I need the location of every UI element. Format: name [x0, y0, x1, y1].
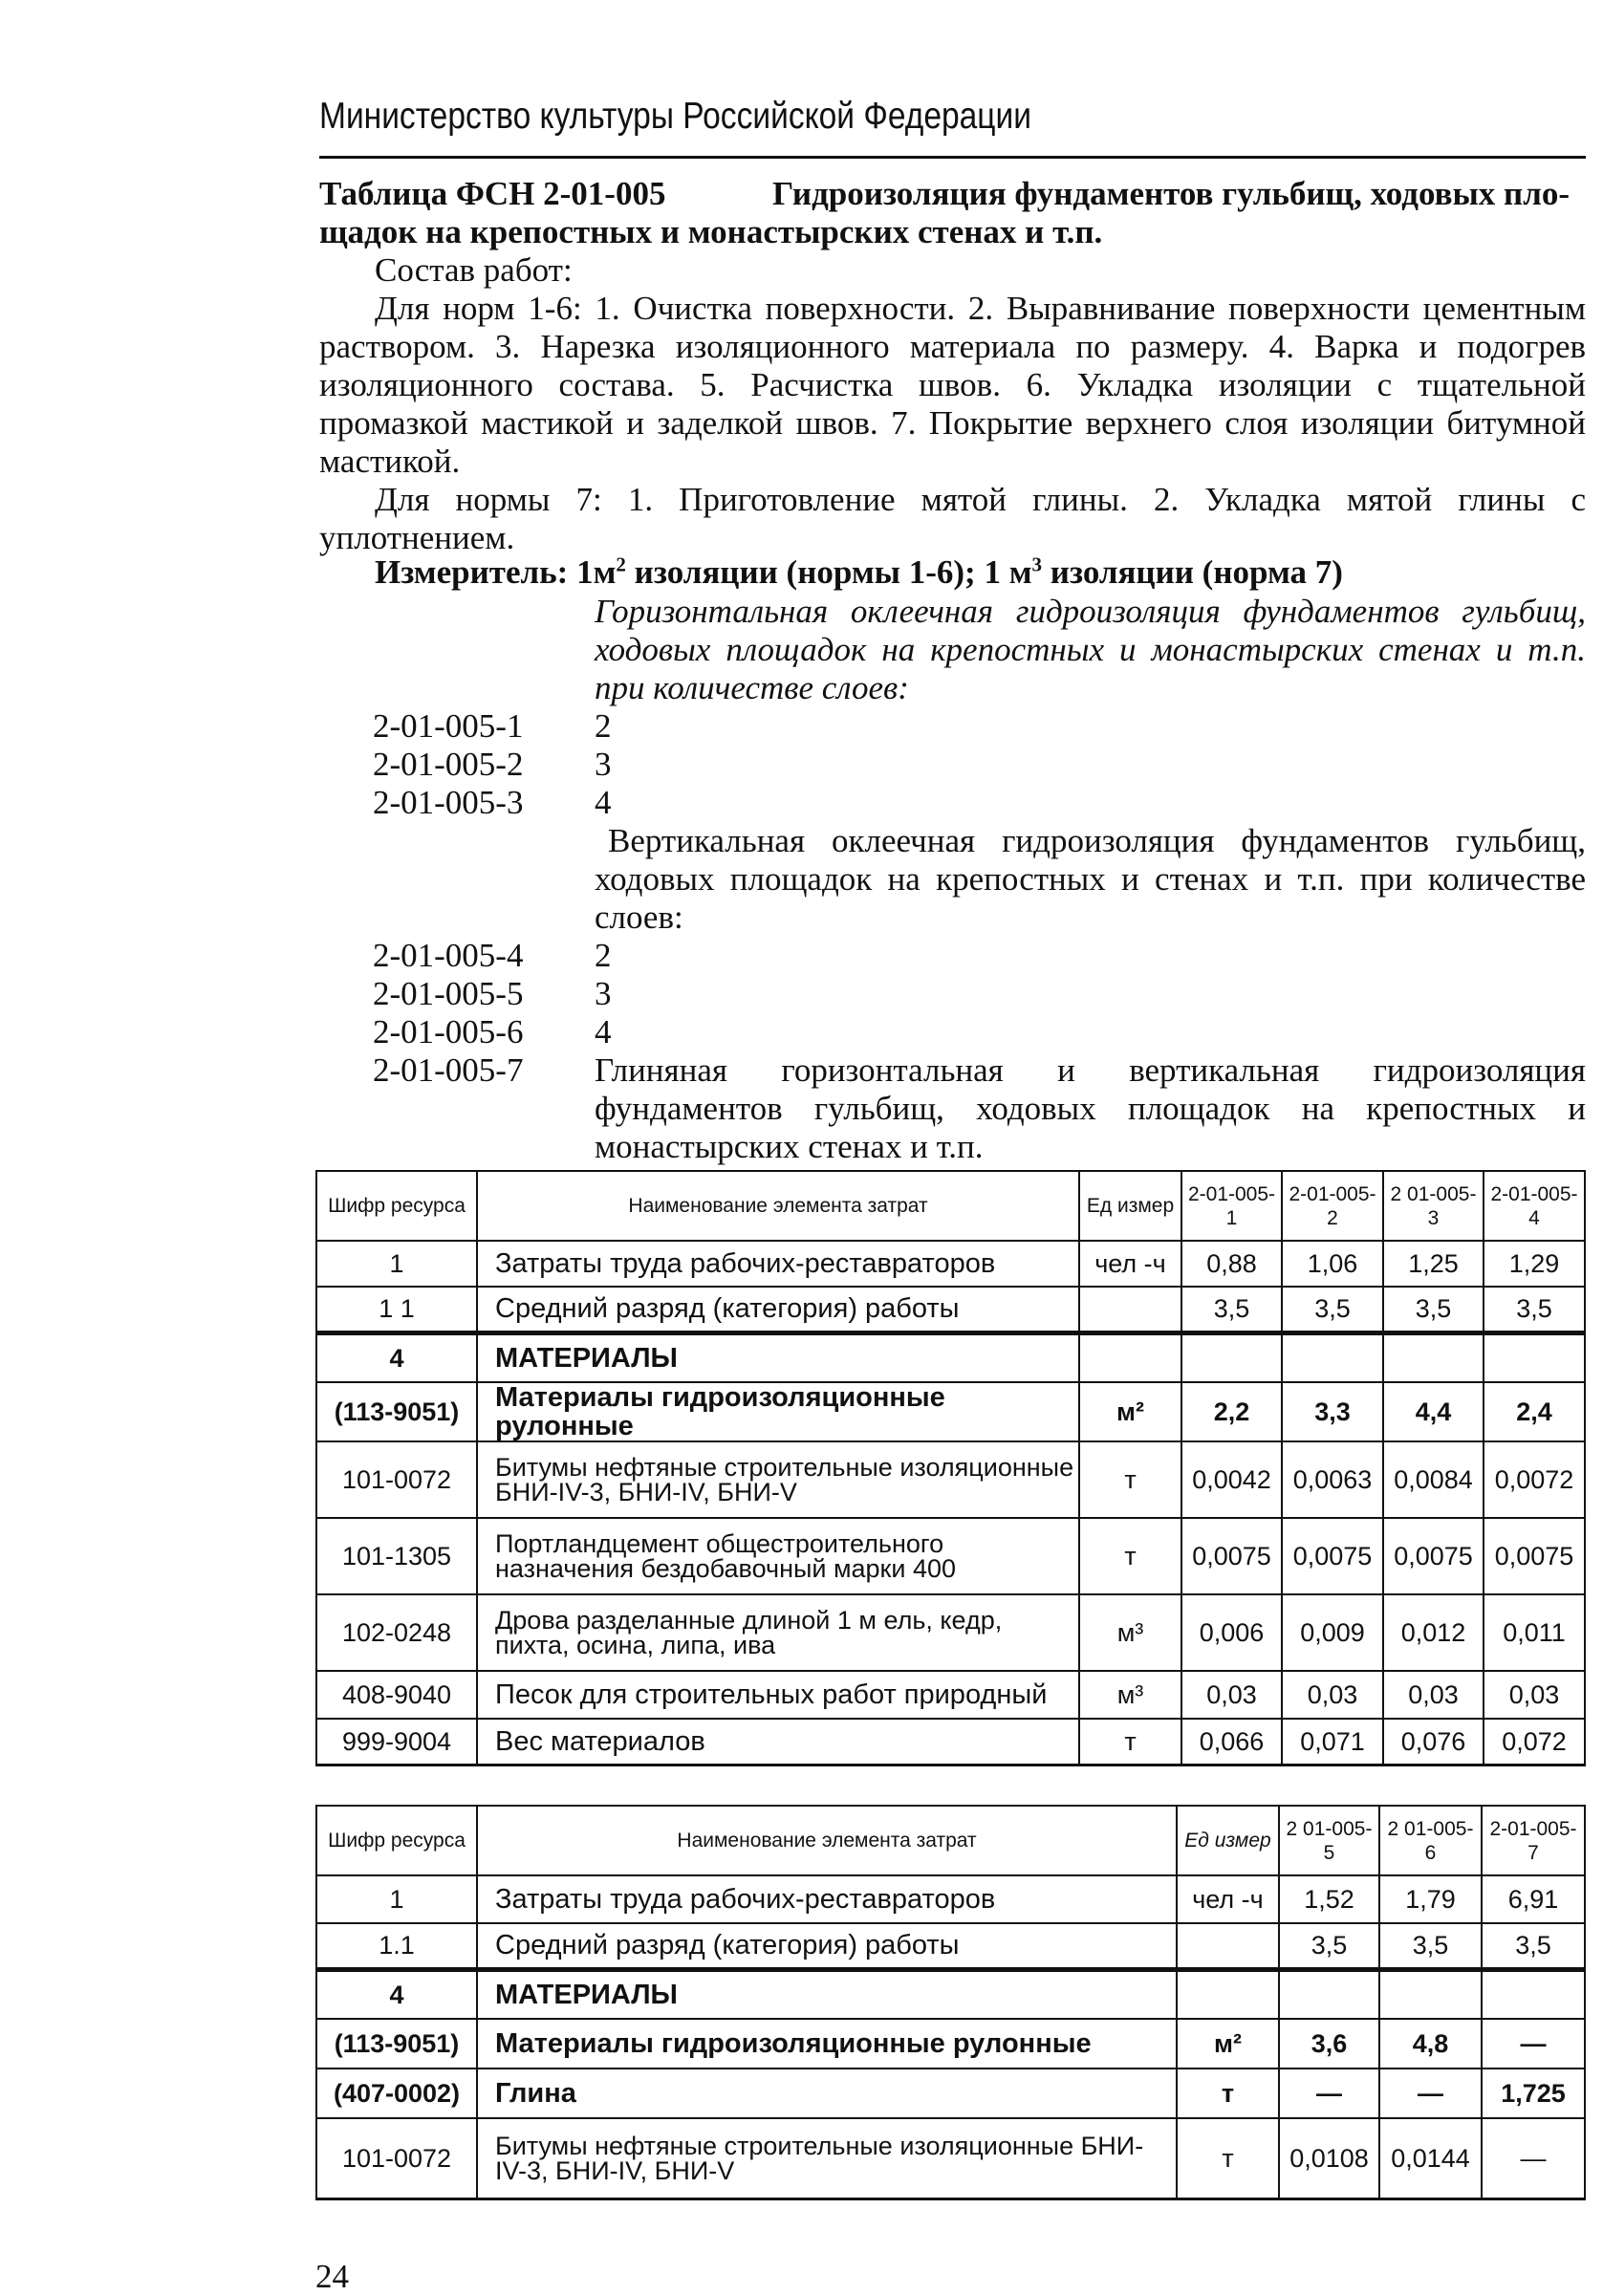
- cell-value: 0,071: [1282, 1719, 1383, 1765]
- cell-name: Материалы гидроизоляционные рулонные: [477, 2019, 1177, 2069]
- page-header: Министерство культуры Российской Федерации: [319, 96, 1031, 137]
- cell-value: 0,072: [1484, 1719, 1585, 1765]
- cell-code: (407-0002): [316, 2069, 477, 2118]
- cell-value: 0,0075: [1383, 1518, 1484, 1594]
- table-title-code: Таблица ФСН 2-01-005: [319, 175, 666, 212]
- cell-name: МАТЕРИАЛЫ: [477, 1332, 1079, 1382]
- table-row: [316, 1241, 1585, 1287]
- cell-value: 0,066: [1181, 1719, 1282, 1765]
- norm-value: 3: [595, 746, 612, 783]
- cell-value: 0,009: [1282, 1594, 1383, 1671]
- cell-value: —: [1279, 2069, 1379, 2118]
- table-row: [316, 2118, 1585, 2199]
- cell-value: 4,4: [1383, 1382, 1484, 1441]
- cell-unit: т: [1177, 2118, 1279, 2199]
- cell-value: 3,5: [1282, 1287, 1383, 1332]
- cell-code: 4: [316, 1969, 477, 2019]
- vertical-desc: Вертикальная оклеечная гидроизоляция фундаментов гульбищ, ходовых площадок на крепостных и стенах и т.п. при количестве слоев:: [595, 822, 1586, 936]
- cell-value: [1282, 1332, 1383, 1382]
- cell-name: Средний разряд (категория) работы: [477, 1923, 1177, 1969]
- cell-value: —: [1482, 2118, 1585, 2199]
- header-rule: [319, 156, 1586, 159]
- cell-value: 0,03: [1484, 1671, 1585, 1719]
- cell-value: 0,076: [1383, 1719, 1484, 1765]
- table-row: [316, 1382, 1585, 1441]
- norm-row: [373, 975, 612, 1013]
- cell-code: 999-9004: [316, 1719, 477, 1765]
- cell-name: Материалы гидроизоляционные рулонные: [477, 1382, 1079, 1441]
- cell-code: 101-0072: [316, 2118, 477, 2199]
- cell-value: 0,006: [1181, 1594, 1282, 1671]
- table-row: [316, 1518, 1585, 1594]
- cell-name: Портландцемент общестроительного назначения бездобавочный марки 400: [477, 1518, 1079, 1594]
- clay-desc: Глиняная горизонтальная и вертикальная гидроизоляция фундаментов гульбищ, ходовых площадок на крепостных и монастырских стенах и т.п.: [595, 1051, 1586, 1165]
- cell-name: Средний разряд (категория) работы: [477, 1287, 1079, 1332]
- table-row: [316, 1875, 1585, 1923]
- norm-value: 2: [595, 707, 612, 745]
- cell-code: (113-9051): [316, 2019, 477, 2069]
- cell-name: Дрова разделанные длиной 1 м ель, кедр, пихта, осина, липа, ива: [477, 1594, 1079, 1671]
- header-unit: Ед измер: [1079, 1171, 1181, 1241]
- table-row: [316, 1923, 1585, 1969]
- norm-row: [373, 746, 612, 784]
- cell-value: 3,5: [1484, 1287, 1585, 1332]
- cell-value: 2,4: [1484, 1382, 1585, 1441]
- cell-unit: [1177, 1923, 1279, 1969]
- cell-code: (113-9051): [316, 1382, 477, 1441]
- header-norm: 2-01-005-2: [1282, 1171, 1383, 1241]
- meter-exp1: 2: [616, 552, 626, 576]
- cell-unit: т: [1079, 1518, 1181, 1594]
- cell-value: 0,0075: [1181, 1518, 1282, 1594]
- header-norm: 2 01-005-3: [1383, 1171, 1484, 1241]
- header-norm: 2-01-005-4: [1484, 1171, 1585, 1241]
- cell-value: 1,25: [1383, 1241, 1484, 1287]
- cell-value: 3,5: [1482, 1923, 1585, 1969]
- header-resource-code: Шифр ресурса: [316, 1806, 477, 1875]
- cell-value: 1,52: [1279, 1875, 1379, 1923]
- cell-code: 1: [316, 1241, 477, 1287]
- cell-value: 3,3: [1282, 1382, 1383, 1441]
- work-norm-7: Для нормы 7: 1. Приготовление мятой глины. 2. Укладка мятой глины с уплотнением.: [319, 481, 1586, 556]
- cell-value: 1,79: [1379, 1875, 1482, 1923]
- cell-code: 1: [316, 1875, 477, 1923]
- meter-exp2: 3: [1031, 552, 1043, 576]
- cell-value: 3,6: [1279, 2019, 1379, 2069]
- table-row: [316, 1332, 1585, 1382]
- table-row: [316, 1441, 1585, 1518]
- cell-code: 1 1: [316, 1287, 477, 1332]
- cell-value: [1379, 1969, 1482, 2019]
- table-header-row: [316, 1806, 1585, 1875]
- cell-value: 3,5: [1383, 1287, 1484, 1332]
- table-row: [316, 1969, 1585, 2019]
- cell-value: —: [1379, 2069, 1482, 2118]
- cell-value: 0,0144: [1379, 2118, 1482, 2199]
- cell-value: 0,03: [1282, 1671, 1383, 1719]
- cell-name: Битумы нефтяные строительные изоляционные БНИ-IV-3, БНИ-IV, БНИ-V: [477, 1441, 1079, 1518]
- table-title-text: Гидроизоляция фундаментов гульбищ, ходовых пло-: [772, 175, 1571, 212]
- header-resource-code: Шифр ресурса: [316, 1171, 477, 1241]
- cell-code: 101-0072: [316, 1441, 477, 1518]
- norm-code: 2-01-005-2: [373, 746, 524, 783]
- horizontal-desc: Горизонтальная оклеечная гидроизоляция фундаментов гульбищ, ходовых площадок на крепостных и монастырских стенах и т.п. при количестве слоев:: [595, 593, 1586, 706]
- table-header-row: [316, 1171, 1585, 1241]
- table-row: [316, 1287, 1585, 1332]
- header-unit: Ед измер: [1177, 1806, 1279, 1875]
- header-norm: 2-01-005-1: [1181, 1171, 1282, 1241]
- cell-unit: м²: [1177, 2019, 1279, 2069]
- cell-value: 0,88: [1181, 1241, 1282, 1287]
- cell-value: 3,5: [1279, 1923, 1379, 1969]
- cell-value: [1383, 1332, 1484, 1382]
- norm-code: 2-01-005-4: [373, 937, 524, 974]
- cell-name: Затраты труда рабочих-реставраторов: [477, 1875, 1177, 1923]
- norm-row: [373, 937, 612, 975]
- cell-value: [1484, 1332, 1585, 1382]
- norm-row: [373, 1013, 612, 1051]
- cell-value: 2,2: [1181, 1382, 1282, 1441]
- work-norms-1-6: Для норм 1-6: 1. Очистка поверхности. 2. Выравнивание поверхности цементным раствором. 3. Нарезка изоляционного материала по размеру. 4. Варка и подогрев изоляционного состава. 5. Расчистка швов. 6. Укладка изоляции с тщательной промазкой мастикой и заделкой швов. 7. Покрытие верхнего слоя изоляции битумной мастикой.: [319, 290, 1586, 480]
- cell-unit: [1079, 1287, 1181, 1332]
- cell-value: 0,011: [1484, 1594, 1585, 1671]
- cell-name: Песок для строительных работ природный: [477, 1671, 1079, 1719]
- cell-value: [1181, 1332, 1282, 1382]
- cell-unit: м³: [1079, 1671, 1181, 1719]
- table-row: [316, 1594, 1585, 1671]
- cell-value: 3,5: [1181, 1287, 1282, 1332]
- cell-value: 0,0072: [1484, 1441, 1585, 1518]
- norm-row: [373, 784, 612, 822]
- norm-code: 2-01-005-3: [373, 784, 524, 821]
- header-norm: 2 01-005-5: [1279, 1806, 1379, 1875]
- norm-row: [373, 707, 612, 746]
- table-title-line1: [319, 175, 1586, 213]
- cell-unit: чел -ч: [1079, 1241, 1181, 1287]
- norm-value: 2: [595, 937, 612, 974]
- cell-value: 0,0108: [1279, 2118, 1379, 2199]
- cell-value: 0,0075: [1484, 1518, 1585, 1594]
- cell-code: 4: [316, 1332, 477, 1382]
- cell-value: 6,91: [1482, 1875, 1585, 1923]
- meter-line: [375, 553, 1343, 592]
- cell-unit: т: [1177, 2069, 1279, 2118]
- cell-unit: т: [1079, 1441, 1181, 1518]
- norm-value: 3: [595, 975, 612, 1012]
- cell-unit: чел -ч: [1177, 1875, 1279, 1923]
- cell-code: 102-0248: [316, 1594, 477, 1671]
- meter-suffix: изоляции (норма 7): [1042, 553, 1343, 591]
- cell-code: 408-9040: [316, 1671, 477, 1719]
- norm-code: 2-01-005-7: [373, 1051, 524, 1089]
- cell-value: 0,03: [1181, 1671, 1282, 1719]
- table-title-line2: щадок на крепостных и монастырских стенах и т.п.: [319, 213, 1103, 250]
- cell-value: 0,0063: [1282, 1441, 1383, 1518]
- cell-name: МАТЕРИАЛЫ: [477, 1969, 1177, 2019]
- cell-code: 101-1305: [316, 1518, 477, 1594]
- cell-value: —: [1482, 2019, 1585, 2069]
- cell-code: 1.1: [316, 1923, 477, 1969]
- page-number: 24: [315, 2258, 349, 2295]
- norm-value: 4: [595, 1013, 612, 1051]
- cell-value: 0,0042: [1181, 1441, 1282, 1518]
- resource-table-1: [315, 1170, 1586, 1766]
- cell-name: Затраты труда рабочих-реставраторов: [477, 1241, 1079, 1287]
- cell-unit: [1177, 1969, 1279, 2019]
- cell-value: 0,0075: [1282, 1518, 1383, 1594]
- table-row: [316, 1671, 1585, 1719]
- resource-table-2: [315, 1805, 1586, 2200]
- norm-code: 2-01-005-6: [373, 1013, 524, 1051]
- cell-name: Вес материалов: [477, 1719, 1079, 1765]
- cell-value: 0,012: [1383, 1594, 1484, 1671]
- header-norm: 2-01-005-7: [1482, 1806, 1585, 1875]
- cell-value: [1279, 1969, 1379, 2019]
- cell-unit: м³: [1079, 1594, 1181, 1671]
- cell-unit: т: [1079, 1719, 1181, 1765]
- cell-unit: [1079, 1332, 1181, 1382]
- header-cost-name: Наименование элемента затрат: [477, 1171, 1079, 1241]
- cell-name: Глина: [477, 2069, 1177, 2118]
- cell-value: 0,0084: [1383, 1441, 1484, 1518]
- norm-code: 2-01-005-1: [373, 707, 524, 745]
- table-row: [316, 1719, 1585, 1765]
- cell-value: 4,8: [1379, 2019, 1482, 2069]
- norm-code: 2-01-005-5: [373, 975, 524, 1012]
- cell-value: 1,06: [1282, 1241, 1383, 1287]
- table-row: [316, 2019, 1585, 2069]
- header-norm: 2 01-005-6: [1379, 1806, 1482, 1875]
- header-cost-name: Наименование элемента затрат: [477, 1806, 1177, 1875]
- meter-middle: изоляции (нормы 1-6); 1 м: [625, 553, 1032, 591]
- meter-prefix: Измеритель: 1м: [375, 553, 617, 591]
- cell-value: 1,725: [1482, 2069, 1585, 2118]
- cell-unit: м²: [1079, 1382, 1181, 1441]
- norm-value: 4: [595, 784, 612, 821]
- cell-value: [1482, 1969, 1585, 2019]
- cell-value: 3,5: [1379, 1923, 1482, 1969]
- cell-value: 1,29: [1484, 1241, 1585, 1287]
- cell-name: Битумы нефтяные строительные изоляционные БНИ-IV-3, БНИ-IV, БНИ-V: [477, 2118, 1177, 2199]
- table-row: [316, 2069, 1585, 2118]
- work-heading: Состав работ:: [375, 251, 573, 289]
- cell-value: 0,03: [1383, 1671, 1484, 1719]
- norm-row: [373, 1051, 595, 1090]
